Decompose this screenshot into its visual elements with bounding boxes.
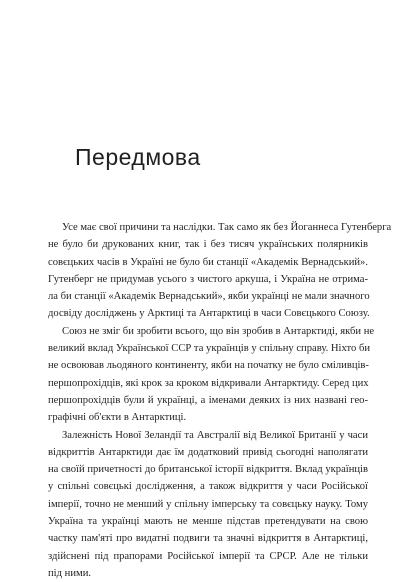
paragraph-3: [48, 427, 368, 582]
text-line: Залежність Нової Зеландії та Австралії від Великої Британії у часи: [62, 429, 368, 441]
text-line: Союз не зміг би зробити всього, що він зробив в Антарктиді, якби не: [62, 325, 375, 337]
text-line: на своїй причетності до британської історії відкриття. Вклад українців: [48, 464, 368, 476]
body-text: [48, 219, 392, 582]
text-line: Усе має свої причини та наслідки. Так само як без Йоганнеса Гутенберга: [62, 222, 392, 233]
paragraph-1: [48, 219, 392, 323]
text-line: не освоював льодяного континенту, якби на початку не було сміливців-: [48, 360, 369, 372]
text-line: у спільні совєцькі дослідження, а також відкриття у часи Російської: [48, 481, 368, 493]
text-line: досвіду досліджень у Арктиці та Антарктиці в часи Совєцького Союзу.: [48, 308, 370, 320]
text-line: не було би друкованих книг, так і без тисяч українських полярників: [48, 239, 368, 251]
text-line: відкриттів Антарктиди дає їм додатковий привід сьогодні наполягати: [48, 446, 368, 458]
text-line: графічні об'єкти в Антарктиці.: [48, 412, 187, 424]
text-line: першопрохідців, які крок за кроком відкривали Антарктиду. Серед цих: [48, 377, 369, 389]
paragraph-2: [48, 323, 375, 427]
text-line: під ними.: [48, 567, 92, 579]
text-line: імперії, точно не менший у спільну імперську та совєцьку науку. Тому: [48, 498, 368, 510]
text-line: ла би станції «Академік Вернадський», якби українці не мали значного: [48, 291, 370, 303]
text-line: Україна та українці мають не менше підстав претендувати на свою: [48, 516, 368, 528]
text-line: першопрохідців були й українці, а іменами деяких із них названі гео-: [48, 394, 368, 406]
text-line: здійснені під прапорами Російської імперії та СРСР. Але не тільки: [48, 550, 368, 562]
text-line: великий вклад Української ССР та українців у спільну справу. Ніхто би: [48, 343, 371, 355]
page-title: Передмова: [75, 144, 201, 170]
text-line: частку пам'яті про видатні подвиги та значні відкриття в Антарктиці,: [48, 533, 368, 545]
text-line: Гутенберг не придумав усього з чистого аркуша, і Україна не отрима-: [48, 273, 368, 285]
text-line: совєцьких часів в Україні не було би станції «Академік Вернадський».: [48, 256, 368, 268]
